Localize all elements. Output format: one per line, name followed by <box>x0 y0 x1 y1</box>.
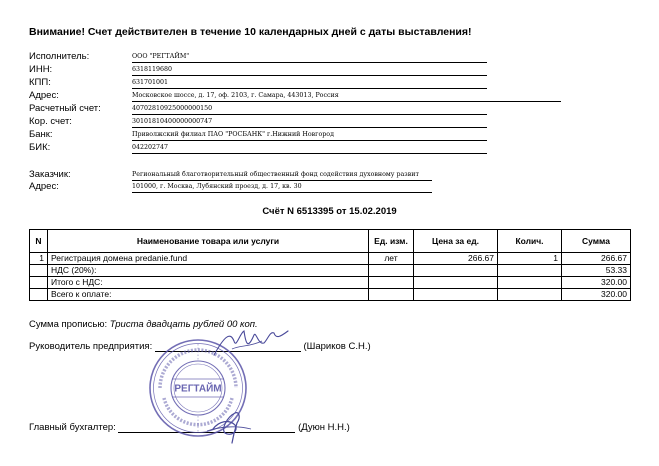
header-qty: Колич. <box>498 230 562 253</box>
validity-notice: Внимание! Счет действителен в течение 10 календарных дней с даты выставления! <box>29 26 472 38</box>
account-label: Расчетный счет: <box>29 103 101 114</box>
total-vat-value: 320.00 <box>562 277 631 289</box>
table-header-row <box>30 230 631 253</box>
total-vat-label: Итого с НДС: <box>48 277 369 289</box>
row-sum: 266.67 <box>562 253 631 265</box>
total-pay-empty <box>30 289 48 301</box>
account-value: 40702810925000000150 <box>132 104 487 115</box>
customer-address-value: 101000, г. Москва, Лубянский проезд, д. 17, кв. 30 <box>132 182 432 193</box>
customer-label: Заказчик: <box>29 169 71 180</box>
director-label: Руководитель предприятия: <box>29 341 153 352</box>
kpp-label: КПП: <box>29 77 51 88</box>
customer-address-label: Адрес: <box>29 181 59 192</box>
inn-label: ИНН: <box>29 64 53 75</box>
total-vat-empty <box>369 277 414 289</box>
total-pay-value: 320.00 <box>562 289 631 301</box>
row-unit: лет <box>369 253 414 265</box>
table-row <box>30 253 631 265</box>
row-qty: 1 <box>498 253 562 265</box>
header-name: Наименование товара или услуги <box>48 230 369 253</box>
row-n: 1 <box>30 253 48 265</box>
total-vat-row <box>30 277 631 289</box>
total-pay-empty <box>369 289 414 301</box>
header-n: N <box>30 230 48 253</box>
header-price: Цена за ед. <box>414 230 498 253</box>
total-vat-empty <box>30 277 48 289</box>
executor-value: ООО "РЕГТАЙМ" <box>132 52 487 63</box>
accountant-signature-icon <box>205 405 255 445</box>
customer-value: Региональный благотворительный общественный фонд содействия духовному развит <box>132 170 432 181</box>
total-vat-empty <box>498 277 562 289</box>
total-pay-empty <box>414 289 498 301</box>
seal-text: РЕГТАЙМ <box>174 383 222 395</box>
inn-value: 6318119680 <box>132 65 487 76</box>
vat-empty <box>30 265 48 277</box>
total-pay-label: Всего к оплате: <box>48 289 369 301</box>
header-sum: Сумма <box>562 230 631 253</box>
vat-label: НДС (20%): <box>48 265 369 277</box>
row-price: 266.67 <box>414 253 498 265</box>
bank-value: Приволжский филиал ПАО "РОСБАНК" г.Нижний Новгород <box>132 130 487 141</box>
supplier-address-value: Московское шоссе, д. 17, оф. 2103, г. Самара, 443013, Россия <box>132 91 561 102</box>
accountant-name: (Дуюн Н.Н.) <box>298 422 350 433</box>
sum-words-value: Триста двадцать рублей 00 коп. <box>109 319 258 330</box>
corr-account-value: 30101810400000000747 <box>132 117 487 128</box>
sum-words-label: Сумма прописью: <box>29 319 108 330</box>
kpp-value: 631701001 <box>132 78 487 89</box>
executor-label: Исполнитель: <box>29 51 90 62</box>
total-pay-row <box>30 289 631 301</box>
accountant-label: Главный бухгалтер: <box>29 422 116 433</box>
row-name: Регистрация домена predanie.fund <box>48 253 369 265</box>
vat-empty <box>369 265 414 277</box>
vat-row <box>30 265 631 277</box>
director-signature-icon <box>210 327 290 361</box>
bik-label: БИК: <box>29 142 51 153</box>
corr-account-label: Кор. счет: <box>29 116 72 127</box>
vat-value: 53.33 <box>562 265 631 277</box>
bank-label: Банк: <box>29 129 53 140</box>
total-vat-empty <box>414 277 498 289</box>
vat-empty <box>414 265 498 277</box>
vat-empty <box>498 265 562 277</box>
header-unit: Ед. изм. <box>369 230 414 253</box>
supplier-address-label: Адрес: <box>29 90 59 101</box>
total-pay-empty <box>498 289 562 301</box>
bik-value: 042202747 <box>132 143 487 154</box>
director-name: (Шариков С.Н.) <box>303 341 371 352</box>
invoice-title: Счёт N 6513395 от 15.02.2019 <box>262 206 397 217</box>
items-table <box>29 229 631 301</box>
